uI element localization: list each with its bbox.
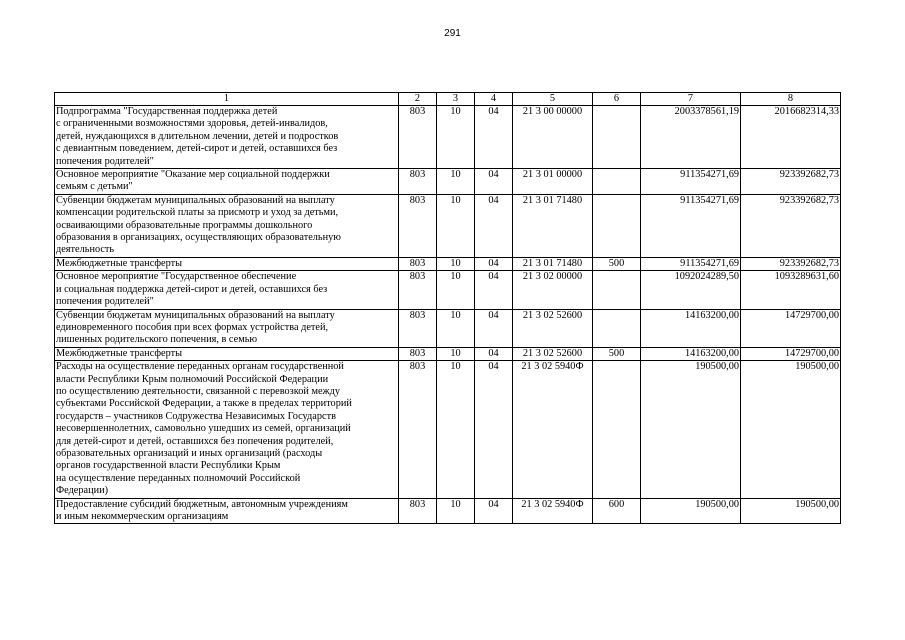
cell-amount-1: 190500,00: [641, 361, 741, 498]
cell-expense-type: [593, 194, 641, 257]
column-header: 3: [437, 93, 475, 106]
table-row: [55, 361, 841, 498]
cell-code: 803: [399, 271, 437, 309]
cell-subsection: 04: [475, 309, 513, 347]
cell-expense-type: [593, 309, 641, 347]
row-name: Подпрограмма "Государственная поддержка детей с ограниченными возможностями здоровья, детей-инвалидов, детей, нуждающихся в длительном лечении, детей и подростков с девиантным поведением, детей-сирот и детей, оставшихся без попечения родителей": [55, 106, 399, 169]
table-row: [55, 498, 841, 524]
cell-expense-type: 500: [593, 257, 641, 270]
cell-expense-type: [593, 106, 641, 169]
cell-amount-2: 190500,00: [741, 498, 841, 524]
column-header: 4: [475, 93, 513, 106]
cell-amount-1: 14163200,00: [641, 309, 741, 347]
cell-amount-2: 2016682314,33: [741, 106, 841, 169]
cell-amount-2: 923392682,73: [741, 257, 841, 270]
row-name: Субвенции бюджетам муниципальных образований на выплату единовременного пособия при всех формах устройства детей, лишенных родительского попечения, в семью: [55, 309, 399, 347]
cell-code: 803: [399, 347, 437, 360]
cell-section: 10: [437, 271, 475, 309]
cell-section: 10: [437, 347, 475, 360]
cell-amount-1: 2003378561,19: [641, 106, 741, 169]
cell-target: 21 3 00 00000: [513, 106, 593, 169]
cell-expense-type: 600: [593, 498, 641, 524]
column-header: 6: [593, 93, 641, 106]
cell-section: 10: [437, 361, 475, 498]
cell-amount-2: 1093289631,60: [741, 271, 841, 309]
column-header: 1: [55, 93, 399, 106]
table-row: [55, 271, 841, 309]
cell-section: 10: [437, 498, 475, 524]
cell-subsection: 04: [475, 194, 513, 257]
cell-amount-1: 14163200,00: [641, 347, 741, 360]
cell-subsection: 04: [475, 271, 513, 309]
cell-code: 803: [399, 498, 437, 524]
table-row: [55, 194, 841, 257]
cell-section: 10: [437, 106, 475, 169]
cell-amount-1: 911354271,69: [641, 257, 741, 270]
cell-amount-2: 190500,00: [741, 361, 841, 498]
cell-amount-1: 911354271,69: [641, 169, 741, 195]
cell-amount-2: 14729700,00: [741, 309, 841, 347]
cell-target: 21 3 02 52600: [513, 309, 593, 347]
cell-expense-type: [593, 169, 641, 195]
cell-amount-2: 14729700,00: [741, 347, 841, 360]
cell-section: 10: [437, 257, 475, 270]
row-name: Межбюджетные трансферты: [55, 257, 399, 270]
cell-section: 10: [437, 169, 475, 195]
cell-amount-1: 911354271,69: [641, 194, 741, 257]
cell-section: 10: [437, 309, 475, 347]
table-row: [55, 169, 841, 195]
header-row: [55, 93, 841, 106]
cell-target: 21 3 01 00000: [513, 169, 593, 195]
cell-subsection: 04: [475, 257, 513, 270]
column-header: 8: [741, 93, 841, 106]
cell-expense-type: [593, 271, 641, 309]
cell-code: 803: [399, 257, 437, 270]
table-row: [55, 309, 841, 347]
cell-amount-2: 923392682,73: [741, 169, 841, 195]
cell-code: 803: [399, 169, 437, 195]
cell-target: 21 3 02 5940Ф: [513, 498, 593, 524]
cell-target: 21 3 02 00000: [513, 271, 593, 309]
cell-expense-type: 500: [593, 347, 641, 360]
cell-subsection: 04: [475, 106, 513, 169]
cell-target: 21 3 02 52600: [513, 347, 593, 360]
row-name: Расходы на осуществление переданных органам государственной власти Республики Крым полномочий Российской Федерации по осуществлению деятельности, связанной с перевозкой между субъектами Российской Федерации, а также в пределах территорий государств – участников Содружества Независимых Государств несовершеннолетних, самовольно ушедших из семей, организаций для детей-сирот и детей, оставшихся без попечения родителей, образовательных организаций и иных организаций (расходы органов государственной власти Республики Крым на осуществление переданных полномочий Российской Федерации): [55, 361, 399, 498]
column-header: 2: [399, 93, 437, 106]
row-name: Основное мероприятие "Государственное обеспечение и социальная поддержка детей-сирот и детей, оставшихся без попечения родителей": [55, 271, 399, 309]
cell-expense-type: [593, 361, 641, 498]
table-row: [55, 347, 841, 360]
column-header: 7: [641, 93, 741, 106]
cell-target: 21 3 02 5940Ф: [513, 361, 593, 498]
cell-subsection: 04: [475, 361, 513, 498]
page-number: 291: [444, 28, 461, 39]
cell-target: 21 3 01 71480: [513, 257, 593, 270]
cell-amount-1: 190500,00: [641, 498, 741, 524]
row-name: Предоставление субсидий бюджетным, автономным учреждениям и иным некоммерческим организациям: [55, 498, 399, 524]
budget-table: [54, 92, 841, 524]
cell-code: 803: [399, 309, 437, 347]
cell-subsection: 04: [475, 498, 513, 524]
row-name: Межбюджетные трансферты: [55, 347, 399, 360]
cell-code: 803: [399, 194, 437, 257]
cell-subsection: 04: [475, 169, 513, 195]
row-name: Субвенции бюджетам муниципальных образований на выплату компенсации родительской платы за присмотр и уход за детьми, осваивающими образовательные программы дошкольного образования в организациях, осуществляющих образовательную деятельность: [55, 194, 399, 257]
column-header: 5: [513, 93, 593, 106]
cell-amount-1: 1092024289,50: [641, 271, 741, 309]
cell-code: 803: [399, 106, 437, 169]
cell-target: 21 3 01 71480: [513, 194, 593, 257]
cell-subsection: 04: [475, 347, 513, 360]
cell-code: 803: [399, 361, 437, 498]
row-name: Основное мероприятие "Оказание мер социальной поддержки семьям с детьми": [55, 169, 399, 195]
cell-amount-2: 923392682,73: [741, 194, 841, 257]
table-row: [55, 257, 841, 270]
cell-section: 10: [437, 194, 475, 257]
table-row: [55, 106, 841, 169]
